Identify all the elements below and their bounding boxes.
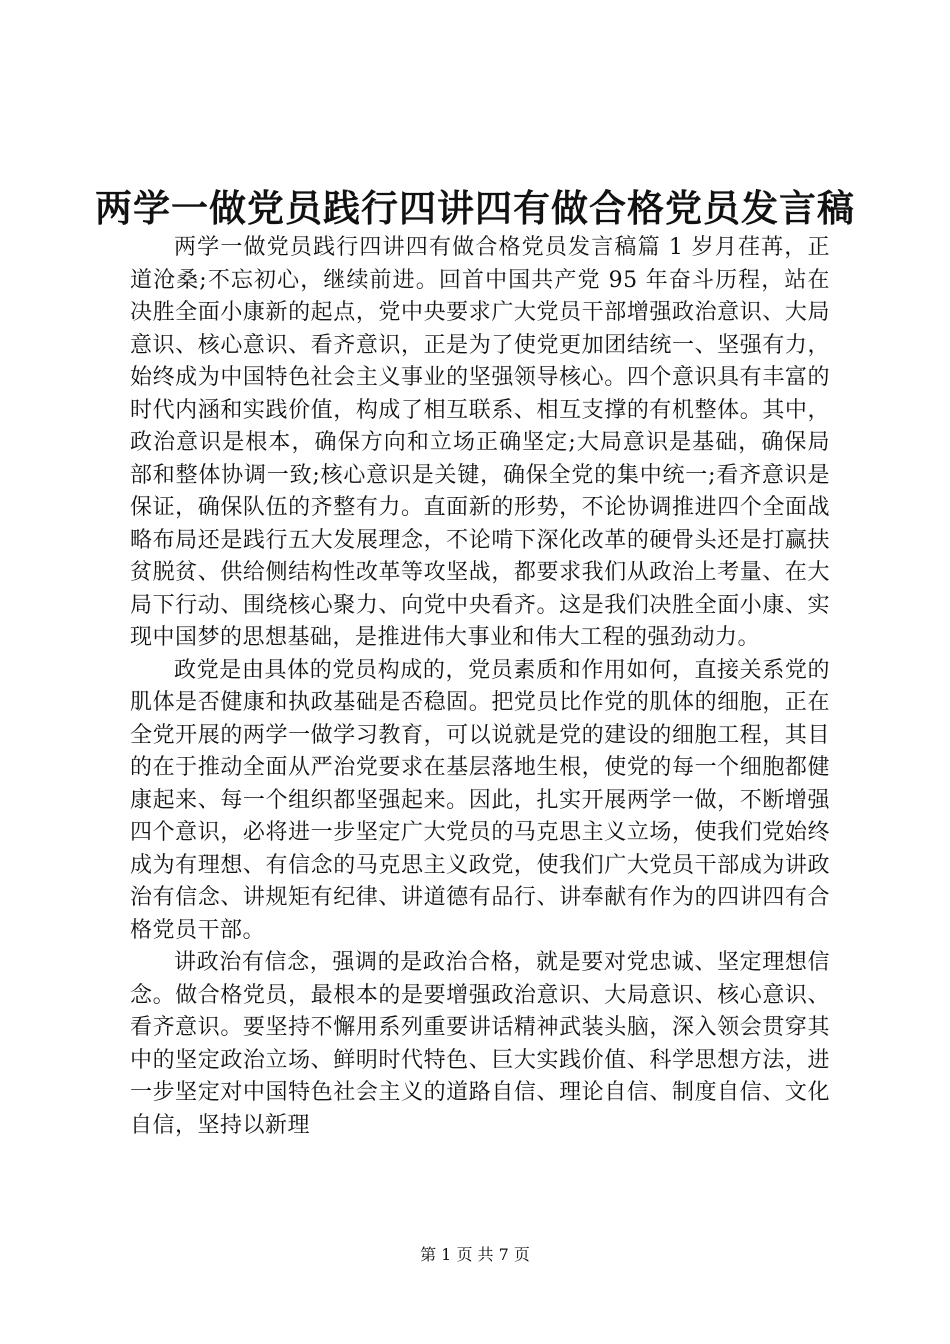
- paragraph-1: 两学一做党员践行四讲四有做合格党员发言稿篇 1 岁月荏苒，正道沧桑;不忘初心，继续前进。回首中国共产党 95 年奋斗历程，站在决胜全面小康新的起点，党中央要求广大党员干部增强政治意识、大局意识、核心意识、看齐意识，正是为了使党更加团结统一、坚强有力，始终成为中国特色社会主义事业的坚强领导核心。四个意识具有丰富的时代内涵和实践价值，构成了相互联系、相互支撑的有机整体。其中，政治意识是根本，确保方向和立场正确坚定;大局意识是基础，确保局部和整体协调一致;核心意识是关键，确保全党的集中统一;看齐意识是保证，确保队伍的齐整有力。直面新的形势，不论协调推进四个全面战略布局还是践行五大发展理念，不论啃下深化改革的硬骨头还是打赢扶贫脱贫、供给侧结构性改革等攻坚战，都要求我们从政治上考量、在大局下行动、围绕核心聚力、向党中央看齐。这是我们决胜全面小康、实现中国梦的思想基础，是推进伟大事业和伟大工程的强劲动力。: [130, 235, 830, 650]
- paragraph-2: 政党是由具体的党员构成的，党员素质和作用如何，直接关系党的肌体是否健康和执政基础是否稳固。把党员比作党的肌体的细胞，正在全党开展的两学一做学习教育，可以说就是党的建设的细胞工程，其目的在于推动全面从严治党要求在基层落地生根，使党的每一个细胞都健康起来、每一个组织都坚强起来。因此，扎实开展两学一做，不断增强四个意识，必将进一步坚定广大党员的马克思主义立场，使我们党始终成为有理想、有信念的马克思主义政党，使我们广大党员干部成为讲政治有信念、讲规矩有纪律、讲道德有品行、讲奉献有作为的四讲四有合格党员干部。: [130, 657, 830, 943]
- document-body: [130, 232, 830, 1142]
- page-footer: 第 1 页 共 7 页: [420, 1245, 530, 1264]
- document-title: 两学一做党员践行四讲四有做合格党员发言稿: [95, 186, 855, 230]
- paragraph-3: 讲政治有信念，强调的是政治合格，就是要对党忠诚、坚定理想信念。做合格党员，最根本的是要增强政治意识、大局意识、核心意识、看齐意识。要坚持不懈用系列重要讲话精神武装头脑，深入领会贯穿其中的坚定政治立场、鲜明时代特色、巨大实践价值、科学思想方法，进一步坚定对中国特色社会主义的道路自信、理论自信、制度自信、文化自信，坚持以新理: [130, 950, 830, 1138]
